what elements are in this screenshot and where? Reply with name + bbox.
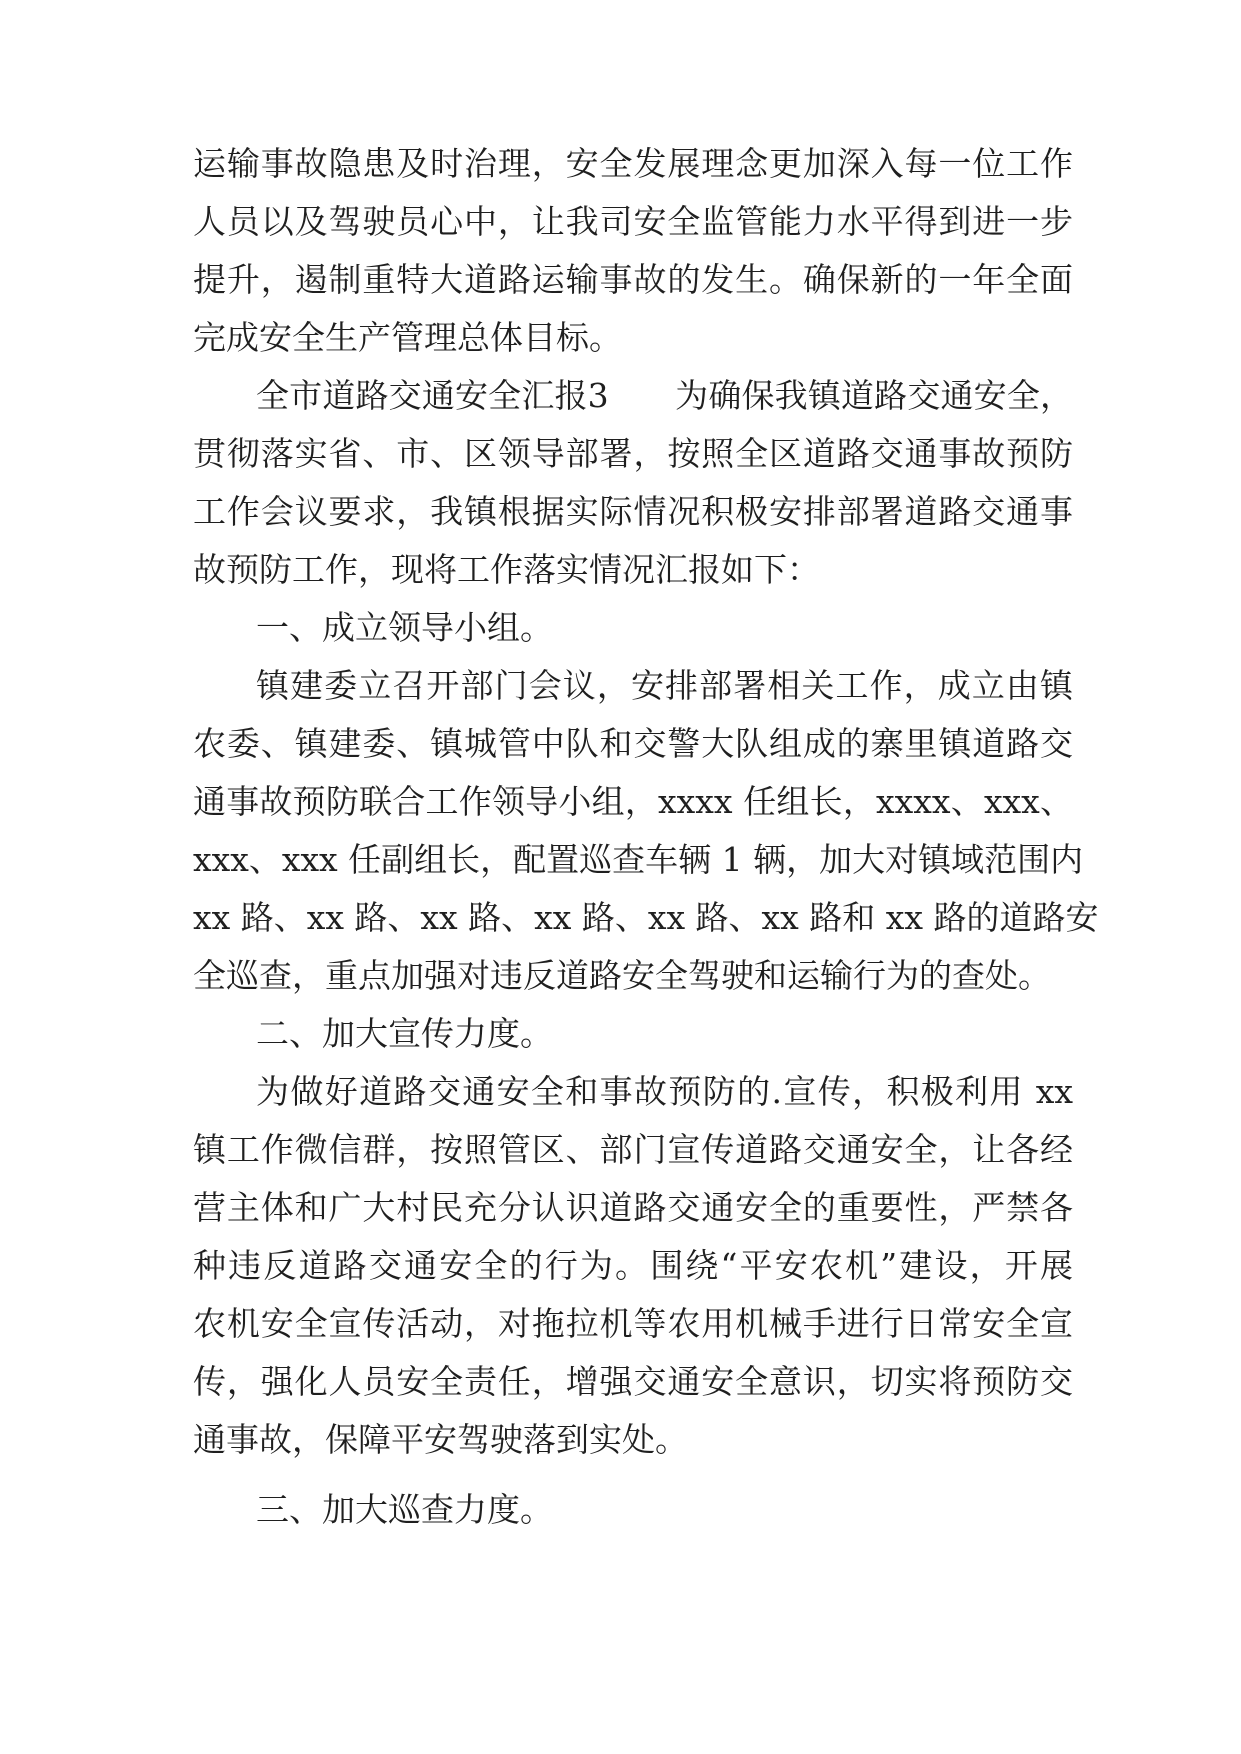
subheading-line: 三、加大巡查力度。 — [256, 1490, 553, 1529]
text-line: xxx、xxx 任副组长，配置巡查车辆 1 辆，加大对镇域范围内 — [193, 840, 1084, 879]
subheading-line: 二、加大宣传力度。 — [256, 1014, 553, 1053]
text-line: xx 路、xx 路、xx 路、xx 路、xx 路、xx 路和 xx 路的道路安 — [193, 898, 1099, 937]
text-line: 农委、镇建委、镇城管中队和交警大队组成的寨里镇道路交 — [193, 724, 1073, 763]
text-line: 镇建委立召开部门会议，安排部署相关工作，成立由镇 — [256, 666, 1073, 705]
text-line: 农机安全宣传活动，对拖拉机等农用机械手进行日常安全宣 — [193, 1304, 1073, 1343]
text-line: 传，强化人员安全责任，增强交通安全意识，切实将预防交 — [193, 1362, 1073, 1401]
text-line: 种违反道路交通安全的行为。围绕“平安农机”建设，开展 — [193, 1246, 1073, 1285]
text-line: 营主体和广大村民充分认识道路交通安全的重要性，严禁各 — [193, 1188, 1073, 1227]
text-line: 完成安全生产管理总体目标。 — [193, 318, 622, 357]
text-line: 通事故预防联合工作领导小组，xxxx 任组长，xxxx、xxx、 — [193, 782, 1073, 821]
text-line: 为做好道路交通安全和事故预防的.宣传，积极利用 xx — [256, 1072, 1073, 1111]
text-line: 提升，遏制重特大道路运输事故的发生。确保新的一年全面 — [193, 260, 1073, 299]
section-heading-line: 全市道路交通安全汇报3 为确保我镇道路交通安全， — [256, 376, 1073, 415]
text-line: 镇工作微信群，按照管区、部门宣传道路交通安全，让各经 — [193, 1130, 1073, 1169]
text-line: 贯彻落实省、市、区领导部署，按照全区道路交通事故预防 — [193, 434, 1073, 473]
text-line: 故预防工作，现将工作落实情况汇报如下： — [193, 550, 820, 589]
subheading-line: 一、成立领导小组。 — [256, 608, 553, 647]
text-line: 工作会议要求，我镇根据实际情况积极安排部署道路交通事 — [193, 492, 1073, 531]
text-line: 运输事故隐患及时治理，安全发展理念更加深入每一位工作 — [193, 144, 1073, 183]
text-line: 全巡查，重点加强对违反道路安全驾驶和运输行为的查处。 — [193, 956, 1051, 995]
text-line: 通事故，保障平安驾驶落到实处。 — [193, 1420, 688, 1459]
text-line: 人员以及驾驶员心中，让我司安全监管能力水平得到进一步 — [193, 202, 1073, 241]
